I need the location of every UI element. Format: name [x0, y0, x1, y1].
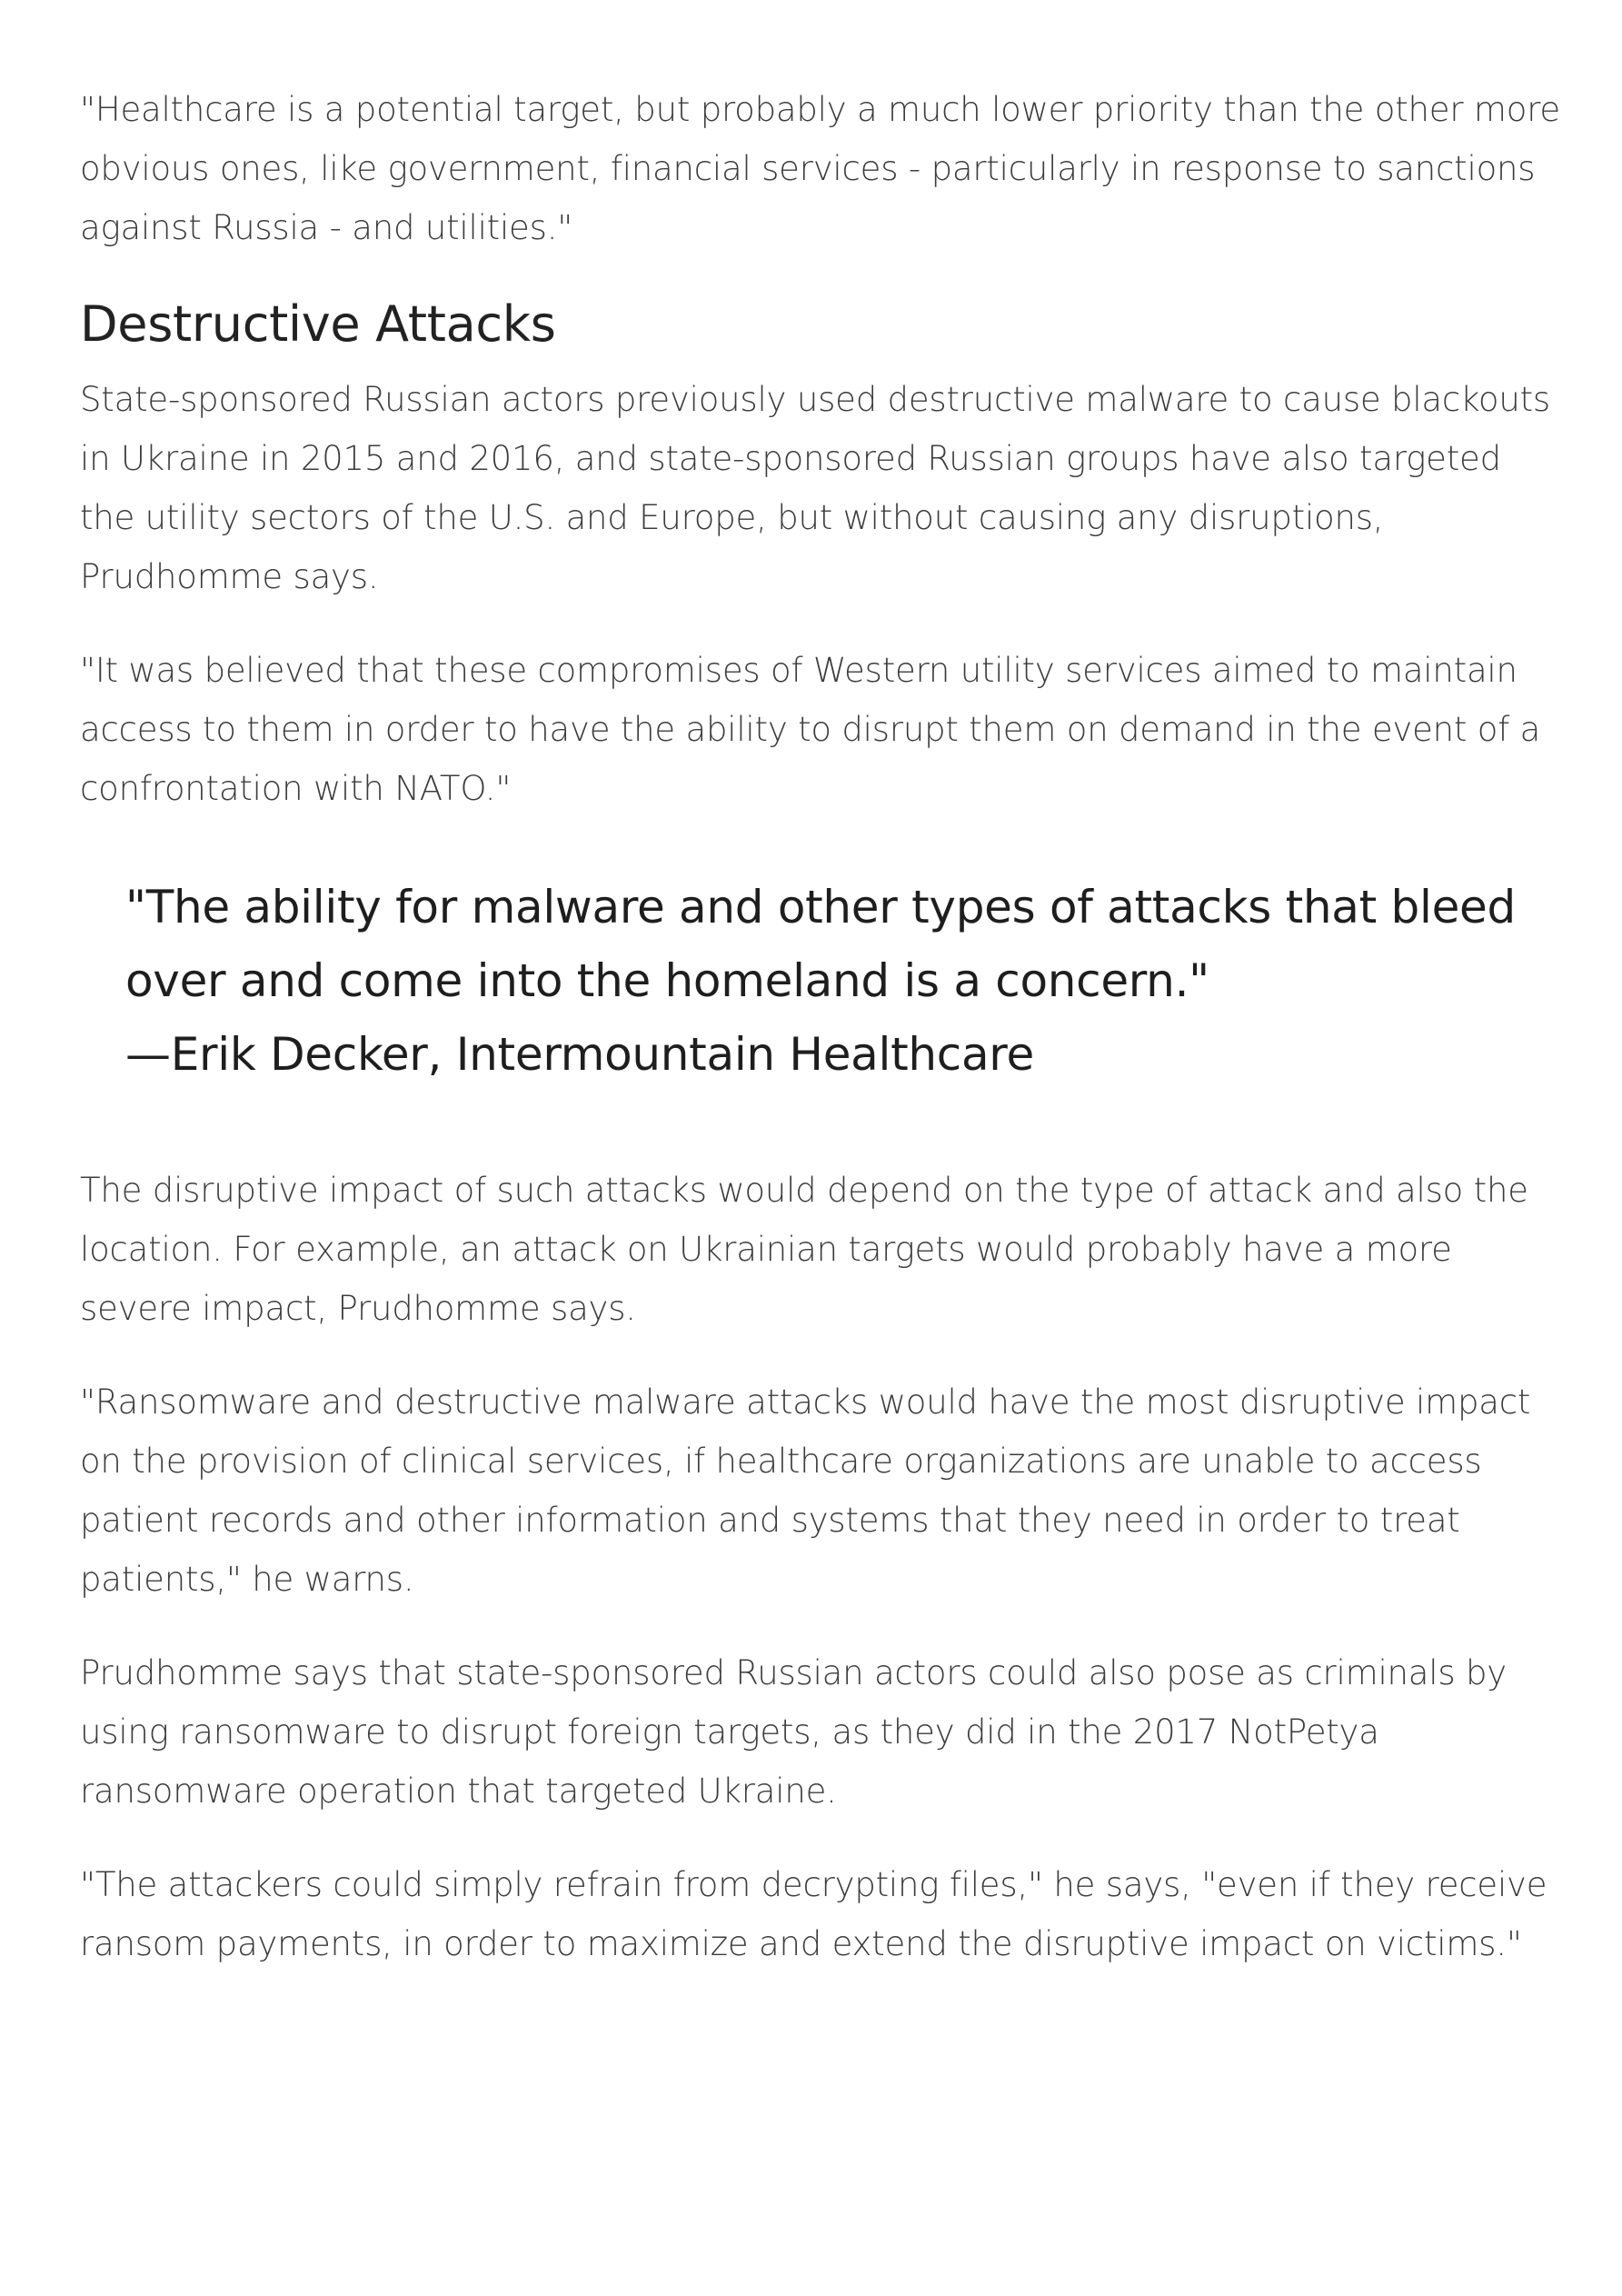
pull-quote	[125, 871, 1561, 1092]
article-body	[80, 80, 1561, 2008]
paragraph-refrain-decrypting: "The attackers could simply refrain from decrypting files," he says, "even if they receive ransom payments, in order to maximize and extend the disruptive impact on victims."	[80, 1865, 1547, 1963]
paragraph-healthcare-target: "Healthcare is a potential target, but probably a much lower priority than the other more obvious ones, like government, financial services - particularly in response to sanctions against Russia - and utilities."	[80, 90, 1560, 247]
paragraph-disruptive-impact: The disruptive impact of such attacks would depend on the type of attack and also the location. For example, an attack on Ukrainian targets would probably have a more severe impact, Prudhomme says.	[80, 1171, 1528, 1328]
paragraph-western-utility-compromises: "It was believed that these compromises of Western utility services aimed to maintain access to them in order to have the ability to disrupt them on demand in the event of a confrontation with NATO."	[80, 651, 1541, 808]
section-heading: Destructive Attacks	[80, 295, 556, 353]
paragraph-state-sponsored-blackouts: State-sponsored Russian actors previously used destructive malware to cause blackouts in Ukraine in 2015 and 2016, and state-sponsored Russian groups have also targeted the utility sectors of the U.S. and Europe, but without causing any disruptions, Prudhomme says.	[80, 380, 1550, 596]
paragraph-ransomware-impact: "Ransomware and destructive malware attacks would have the most disruptive impact on the provision of clinical services, if healthcare organizations are unable to access patient records and other information and systems that they need in order to treat patients," he warns.	[80, 1383, 1531, 1599]
pull-quote-text: "The ability for malware and other types of attacks that bleed over and come into the homeland is a concern."	[125, 881, 1516, 1007]
paragraph-notpetya: Prudhomme says that state-sponsored Russian actors could also pose as criminals by using ransomware to disrupt foreign targets, as they did in the 2017 NotPetya ransomware operation that targeted Ukraine.	[80, 1653, 1507, 1811]
pull-quote-attribution: —Erik Decker, Intermountain Healthcare	[125, 1028, 1034, 1081]
